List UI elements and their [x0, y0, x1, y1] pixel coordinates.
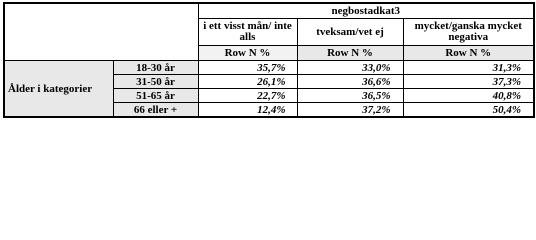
column-header-2: tveksam/vet ej: [297, 19, 403, 46]
table-cell: 22,7%: [198, 89, 297, 103]
table-cell: 12,4%: [198, 103, 297, 118]
table-cell: 40,8%: [403, 89, 534, 103]
unit-header-1: Row N %: [198, 46, 297, 61]
crosstab-table: [3, 2, 535, 118]
row-variable-label: Ålder i kategorier: [4, 61, 113, 118]
column-variable-header: negbostadkat3: [198, 3, 534, 19]
table-cell: 37,2%: [297, 103, 403, 118]
table-cell: 33,0%: [297, 61, 403, 75]
table-cell: 36,6%: [297, 75, 403, 89]
column-header-1: i ett visst mån/ inte alls: [198, 19, 297, 46]
row-label: 31-50 år: [113, 75, 198, 89]
unit-header-3: Row N %: [403, 46, 534, 61]
table-cell: 35,7%: [198, 61, 297, 75]
table-cell: 26,1%: [198, 75, 297, 89]
table-cell: 37,3%: [403, 75, 534, 89]
unit-header-2: Row N %: [297, 46, 403, 61]
table-row: [4, 61, 534, 75]
header-row-variable: [4, 3, 534, 19]
table-cell: 31,3%: [403, 61, 534, 75]
row-label: 18-30 år: [113, 61, 198, 75]
column-header-3: mycket/ganska mycket negativa: [403, 19, 534, 46]
table-cell: 36,5%: [297, 89, 403, 103]
row-label: 66 eller +: [113, 103, 198, 118]
corner-cell: [4, 3, 198, 61]
table-cell: 50,4%: [403, 103, 534, 118]
row-label: 51-65 år: [113, 89, 198, 103]
